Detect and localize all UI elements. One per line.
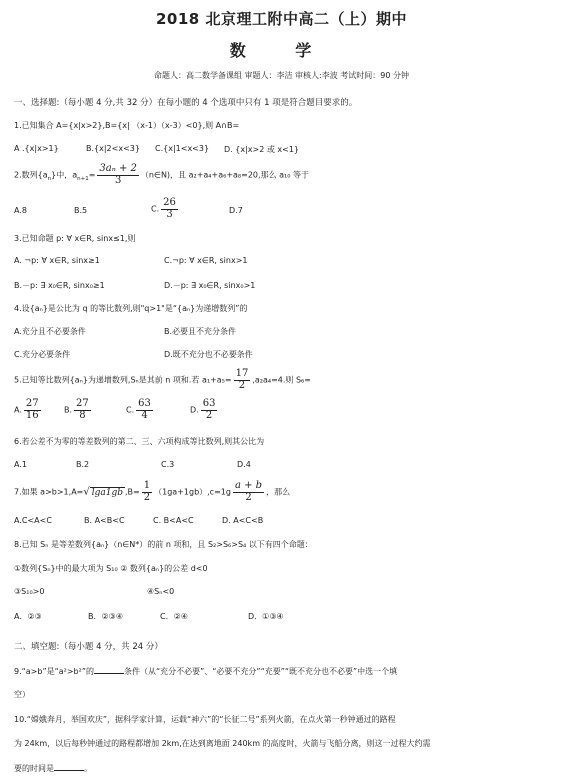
q5-frac-den: 2 [238,379,246,391]
q5-option-b [64,399,93,421]
q4-stem: 4.设{aₙ}是公比为 q 的等比数列,则"q>1"是“{aₙ}为递增数列”的 [14,304,248,313]
q5-d-label: D. [190,405,199,415]
q2-post: （n∈N)，且 a₂+a₄+a₆+a₈=20,那么 a₁₀ 等于 [140,170,309,180]
q5-option-a [14,399,43,421]
q10-period: 。 [84,764,92,773]
q5-a-label: A. [14,405,22,415]
q2-c-label: C. [151,204,160,214]
q6-option-a: A.1 [14,460,27,469]
q6-stem: 6.若公差不为零的等差数列的第二、三、六项构成等比数列,则其公比为 [14,437,265,446]
q5-c-label: C. [126,405,135,415]
q8-prop-3: ③S₁₀>0 [14,587,45,596]
q7-pre: 7.如果 a>b>1,A= [14,487,84,497]
q5-d-den: 2 [205,409,213,421]
q9-stem [14,665,397,677]
q10-answer-blank[interactable] [54,762,84,771]
q6-option-c: C.3 [161,460,175,469]
q4-option-b: B.必要且不充分条件 [164,327,237,336]
q9-pre: 9.“a>b”是“a²>b²”的 [14,667,94,676]
q5-a-num: 27 [25,398,39,409]
q3-stem: 3.已知命题 p: ∀ x∈R, sinx≤1,则 [14,234,136,243]
q10-line1: 10.“嫦娥奔月，举国欢庆”，据科学家计算，运载“神六”的“长征二号”系列火箭，在点火第一秒钟通过的路程 [14,715,396,724]
q10-line3 [14,762,92,774]
q5-option-c [126,399,155,421]
q3-option-a: A. ¬p: ∀ x∈R, sinx≥1 [14,256,100,265]
q2-stem: 2.数列$\{a_n\}$中，$a_{n+1}=$ $\frac{\text{3aₙ + 2}}{3}$ （n∈N)，且 a₂+a₄+a₆+a₈=20,那么 a₁₀ 等于 [14,163,309,186]
q7-option-b: B. A<B<C [84,516,125,525]
q5-b-label: B. [64,405,73,415]
q5-a-den: 16 [25,409,39,421]
q7-b-den: 2 [143,491,151,503]
q9-post: 条件（从“充分不必要”、“必要不充分”“充要”“既不充分也不必要”中选一个填 [124,667,398,676]
q1-option-c: C.{x|1<x<3} [155,144,210,153]
q6-option-b: B.2 [76,460,90,469]
q8-option-b: B．②③④ [88,612,124,621]
q5-c-num: 63 [138,398,151,409]
q6-option-d: D.4 [237,460,251,469]
q2-c-den: 3 [166,208,173,220]
q2-frac-num: 3aₙ + 2 [99,163,137,174]
q7-c-den: 2 [245,491,252,503]
q8-option-a: A．②③ [14,612,42,621]
q1-option-d: D. {x|x>2 或 x<1} [224,145,299,154]
q8-props-1-2: ①数列{Sₙ}中的最大项为 S₁₀ ② 数列{aₙ}的公差 d<0 [14,564,208,573]
q5-stem [14,369,311,391]
q2-option-b: B.5 [74,206,88,215]
exam-meta: 命题人：高二数学备课组 审题人：李洁 审核人:李波 考试时间：90 分钟 [153,71,410,80]
subject-heading: 数 学 [229,41,334,60]
q7-mid: ,B= [125,487,140,497]
q7-fraction-b [142,481,152,503]
q9-line2: 空） [14,690,30,699]
q2-mid: }中，a [51,170,78,180]
q7-fraction-c [233,481,264,503]
q5-fraction [234,369,251,391]
q3-option-c: C.¬p: ∀ x∈R, sinx>1 [164,256,248,265]
q5-c-den: 4 [141,409,148,421]
q5-a-fraction [24,399,41,421]
q5-post: ,a₂a₄=4.则 S₆= [252,375,311,385]
q9-answer-blank[interactable] [94,665,124,674]
q8-stem: 8.已知 Sₙ 是等差数列{aₙ}（n∈N*）的前 n 项和，且 S₂>S₆>S₄ 以下有四个命题： [14,540,313,549]
q2-pre: 2.数列{a [14,170,48,180]
q8-prop-4: ④Sₙ<0 [147,587,175,596]
sqrt-icon: √ [83,486,90,498]
q7-option-a: A.C<A<C [14,516,52,525]
q3-option-b: B.－p: ∃ x₀∈R, sinx₀≥1 [14,281,105,290]
q5-pre: 5.已知等比数列{aₙ}为递增数列,Sₙ是其前 n 项和.若 a₁+a₅= [14,375,232,385]
q1-option-b: B.{x|2<x<3} [86,144,140,153]
q7-radicand: lga1gb [91,487,124,498]
q5-d-num: 63 [202,398,216,409]
q7-option-d: D. A<C<B [222,516,264,525]
q2-eq: = [88,170,96,180]
section-fill-heading: 二、填空题:（每小题 4 分，共 24 分） [14,642,163,652]
q2-option-c [151,198,180,220]
section-choice-heading: 一、选择题:（每小题 4 分,共 32 分）在每小题的 4 个选项中只有 1 项是符合题目要求的。 [14,98,358,108]
q1-stem: 1.已知集合 A={x|x>2},B={x| （x-1）（x-3）<0},则 A∩B= [14,121,240,130]
q4-option-a: A.充分且不必要条件 [14,327,86,336]
q5-option-d [190,399,219,421]
q2-option-d: D.7 [229,206,243,215]
q7-stem [14,481,290,503]
q2-frac-den: 3 [114,174,122,186]
q5-d-fraction [201,399,218,421]
q7-option-c: C. B<A<C [153,516,194,525]
q7-mid2: （1ga+1gb）,c=1g [154,487,231,497]
q2-option-a: A.8 [14,206,27,215]
q5-c-fraction [136,399,153,421]
q4-option-d: D.既不充分也不必要条件 [164,350,253,359]
q8-option-c: C．②④ [160,612,188,621]
q1-option-a: A .{x|x>1} [14,144,59,153]
q7-b-num: 1 [143,480,151,491]
q8-option-d: D．①③④ [248,612,284,621]
q2-c-num: 26 [163,197,176,208]
q5-b-den: 8 [79,409,86,421]
q2-fraction [97,164,138,186]
q5-b-fraction [74,399,91,421]
q3-option-d: D.－p: ∃ x₀∈R, sinx₀>1 [164,281,256,290]
q5-b-num: 27 [76,398,89,409]
q10-line2: 为 24km，以后每秒钟通过的路程都增加 2km,在达到离地面 240km 的高度时，火箭与飞船分离，则这一过程大约需 [14,739,431,748]
q2-c-fraction [161,198,178,220]
q5-frac-num: 17 [235,368,249,379]
q7-c-num: a + b [234,480,263,491]
exam-title: 2018 北京理工附中高二（上）期中 [156,10,407,28]
q10-line3-pre: 要的时间是 [14,764,54,773]
q7-post: ，那么 [266,487,291,497]
q4-option-c: C.充分必要条件 [14,350,71,359]
